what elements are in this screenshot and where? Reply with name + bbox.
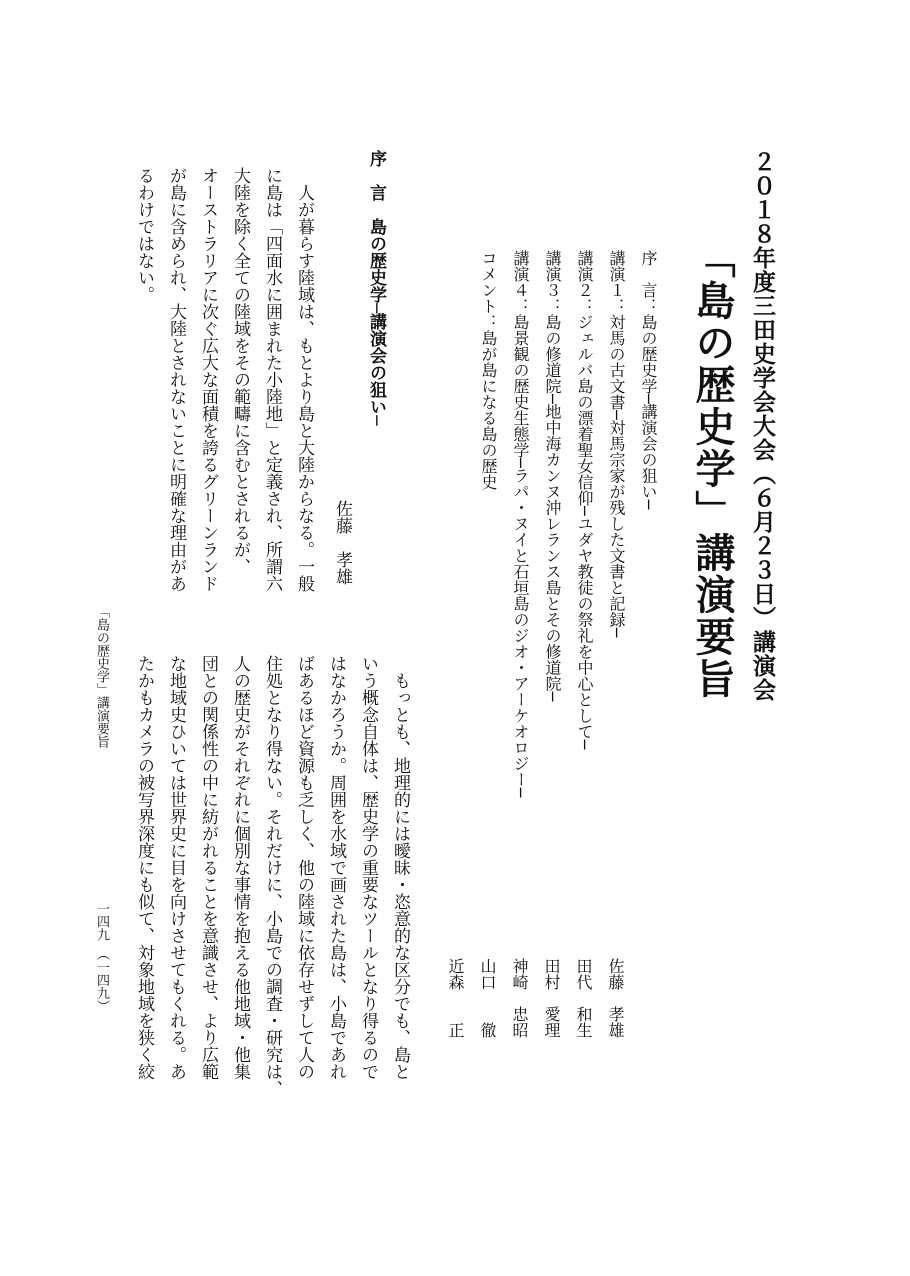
body-line: もっとも、地理的には曖昧・恣意的な区分でも、島と xyxy=(390,655,410,1080)
program-title: ：島の修道院─地中海カンヌ沖レランス島とその修道院─ xyxy=(543,298,562,702)
page-title: 「島の歴史学」講演要旨 xyxy=(689,238,735,700)
body-line: 人の歴史がそれぞれに個別な事情を抱える他地域・他集 xyxy=(230,655,250,1080)
program-label: 講演１ xyxy=(607,250,626,298)
program-label: 講演４ xyxy=(511,250,530,298)
program-title: ：島が島になる島の歴史 xyxy=(479,314,498,490)
program-label: 講演２ xyxy=(575,250,594,298)
body-line: いう概念自体は、歴史学の重要なツールとなり得るので xyxy=(358,655,378,1080)
program-title: ：島景観の歴史生態学─ラパ・ヌイと石垣島のジオ・アーケオロジー─ xyxy=(511,298,530,798)
body-line: たかもカメラの被写界深度にも似て、対象地域を狭く絞 xyxy=(134,655,154,1080)
body-line: に島は「四面水に囲まれた小陸地」と定義され、所謂六 xyxy=(262,167,282,592)
program-label: 序 言 xyxy=(639,250,658,298)
program-item xyxy=(440,250,504,490)
program-speaker: 神崎 忠昭 xyxy=(510,958,529,1038)
section-author: 佐藤 孝雄 xyxy=(332,500,352,585)
body-line: 人が暮らす陸域は、もとより島と大陸からなる。一般 xyxy=(294,167,314,592)
body-line: はなかろうか。周囲を水域で画された島は、小島であれ xyxy=(326,655,346,1080)
section-heading: 序 言 島の歴史学─講演会の狙い─ xyxy=(366,150,386,426)
body-line: ばあるほど資源も乏しく、他の陸域に依存せずして人の xyxy=(294,655,314,1080)
running-title: 「島の歴史学」講演要旨 xyxy=(94,605,109,748)
body-line: るわけではない。 xyxy=(134,167,154,303)
body-line: 団との関係性の中に紡がれることを意識させ、より広範 xyxy=(198,655,218,1080)
program-speaker: 山口 徹 xyxy=(478,958,497,1038)
body-line: 住処となり得ない。それだけに、小島での調査・研究は、 xyxy=(262,655,282,1097)
program-label: コメント xyxy=(479,250,498,314)
program-label: 講演３ xyxy=(543,250,562,298)
page-number: 一四九 （一四九） xyxy=(94,902,109,1013)
event-header: ２０１８年度三田史学会大会（６月２３日）講演会 xyxy=(749,150,775,702)
body-line: な地域史ひいては世界史に目を向けさせてもくれる。あ xyxy=(166,655,186,1080)
program-title: ：対馬の古文書─対馬宗家が残した文書と記録─ xyxy=(607,298,626,638)
program-speaker: 近森 正 xyxy=(446,958,465,1038)
program-title: ：島の歴史学─講演会の狙い─ xyxy=(639,298,658,510)
body-line: 大陸を除く全ての陸域をその範疇に含むとされるが、 xyxy=(230,167,250,575)
body-line: オーストラリアに次ぐ広大な面積を誇るグリーンランド xyxy=(198,167,218,592)
program-speaker: 田村 愛理 xyxy=(542,958,561,1038)
program-speaker: 田代 和生 xyxy=(574,958,593,1038)
body-line: が島に含められ、大陸とされないことに明確な理由があ xyxy=(166,167,186,592)
program-title: ：ジェルバ島の漂着聖女信仰─ユダヤ教徒の祭礼を中心として─ xyxy=(575,298,594,750)
program-speaker: 佐藤 孝雄 xyxy=(606,958,625,1038)
